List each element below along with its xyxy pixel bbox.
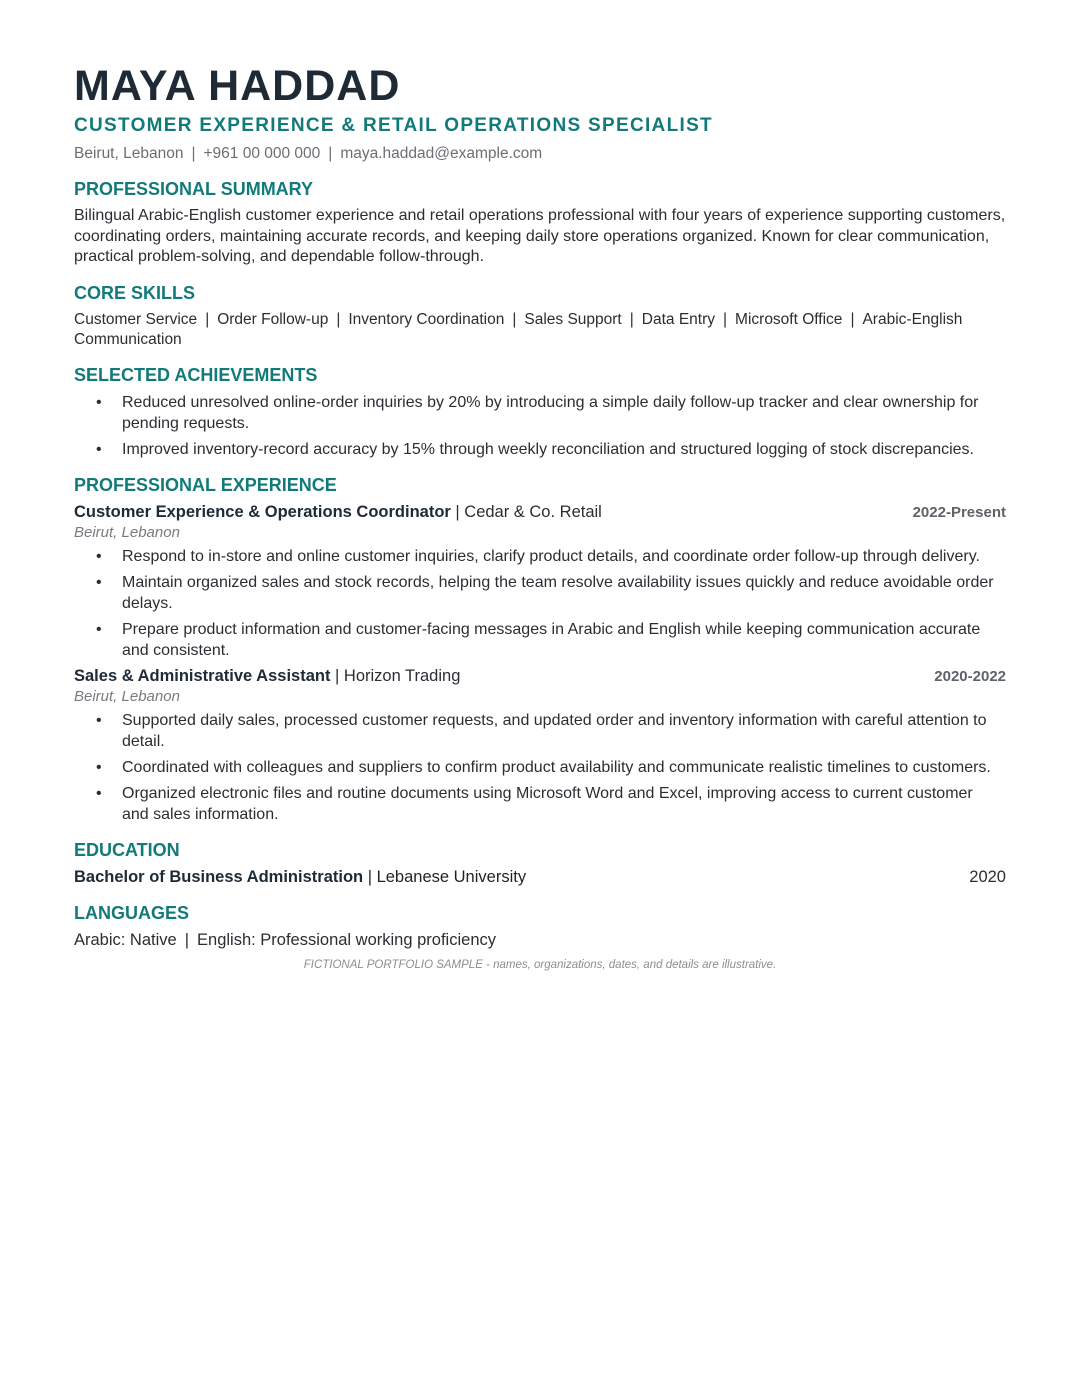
- job-bullets: [74, 546, 1006, 661]
- achievements-heading: SELECTED ACHIEVEMENTS: [74, 364, 318, 385]
- job-entry: [74, 502, 1006, 661]
- languages-heading: LANGUAGES: [74, 902, 190, 923]
- job-bullet-text: Coordinated with colleagues and suppliers to confirm product availability and communicate realistic timelines to customers.: [122, 758, 991, 776]
- separator: |: [328, 145, 333, 162]
- job-bullets: [74, 710, 1006, 825]
- bullet-icon: •: [96, 784, 102, 802]
- footer-note: FICTIONAL PORTFOLIO SAMPLE - names, organizations, dates, and details are illustrative.: [303, 958, 777, 971]
- job-header: [74, 666, 1006, 687]
- job-title: Customer Experience & Operations Coordinator: [74, 502, 451, 521]
- education-line: [74, 867, 526, 888]
- bullet-icon: •: [96, 620, 102, 638]
- job-bullet-text: Organized electronic files and routine documents using Microsoft Word and Excel, improving access to current customer and sales information.: [122, 784, 973, 823]
- skills-heading: CORE SKILLS: [74, 282, 196, 303]
- contact-line: [74, 144, 1006, 164]
- list-item: [74, 439, 1006, 460]
- skill-item: Sales Support: [524, 310, 622, 328]
- job-organization: | Horizon Trading: [330, 666, 461, 685]
- separator: |: [184, 930, 190, 949]
- job-title: Sales & Administrative Assistant: [74, 666, 331, 685]
- contact-location: Beirut, Lebanon: [74, 145, 184, 162]
- list-item: [74, 392, 1006, 434]
- experience-heading: PROFESSIONAL EXPERIENCE: [74, 474, 337, 495]
- separator: |: [629, 310, 634, 328]
- job-location: Beirut, Lebanon: [74, 687, 180, 705]
- summary-text: Bilingual Arabic-English customer experience and retail operations professional with four years of experience supporting customers, coordinating orders, maintaining accurate records, and keeping daily store operations organized. Known for clear communication, practical problem-solving, and dependable follow-through.: [74, 207, 1006, 265]
- list-item: [74, 710, 1006, 752]
- skills-list: [74, 310, 1006, 350]
- candidate-name: MAYA HADDAD: [74, 62, 401, 110]
- job-bullet-text: Prepare product information and customer-facing messages in Arabic and English while keeping communication accurate and consistent.: [122, 620, 981, 659]
- separator: |: [850, 310, 855, 328]
- separator: |: [191, 145, 196, 162]
- separator: |: [205, 310, 210, 328]
- job-entry: [74, 666, 1006, 825]
- resume-content: [74, 60, 1006, 971]
- skill-item: Order Follow-up: [217, 310, 329, 328]
- skill-item: Inventory Coordination: [348, 310, 505, 328]
- contact-phone: +961 00 000 000: [203, 145, 321, 162]
- separator: |: [336, 310, 341, 328]
- skill-item: Customer Service: [74, 310, 198, 328]
- bullet-icon: •: [96, 547, 102, 565]
- education-heading: EDUCATION: [74, 839, 180, 860]
- skill-item: Data Entry: [641, 310, 716, 328]
- separator: |: [723, 310, 728, 328]
- languages-list: [74, 930, 1006, 951]
- job-dates: 2020-2022: [934, 667, 1006, 685]
- bullet-icon: •: [96, 758, 102, 776]
- job-header: [74, 502, 1006, 523]
- bullet-icon: •: [96, 393, 102, 411]
- job-location: Beirut, Lebanon: [74, 523, 180, 541]
- language-item: English: Professional working proficiency: [197, 930, 496, 949]
- job-bullet-text: Respond to in-store and online customer inquiries, clarify product details, and coordinate order follow-up through delivery.: [122, 547, 980, 565]
- education-entry: [74, 867, 1006, 888]
- job-bullet-text: Maintain organized sales and stock records, helping the team resolve availability issues quickly and reduce avoidable order delays.: [122, 573, 994, 612]
- bullet-icon: •: [96, 711, 102, 729]
- education-year: 2020: [969, 867, 1006, 886]
- achievement-text: Improved inventory-record accuracy by 15% through weekly reconciliation and structured logging of stock discrepancies.: [122, 440, 974, 458]
- achievement-text: Reduced unresolved online-order inquiries by 20% by introducing a simple daily follow-up tracker and clear ownership for pending requests.: [122, 393, 979, 432]
- bullet-icon: •: [96, 440, 102, 458]
- job-role-line: [74, 666, 460, 687]
- summary-heading: PROFESSIONAL SUMMARY: [74, 179, 314, 199]
- bullet-icon: •: [96, 573, 102, 591]
- list-item: [74, 572, 1006, 614]
- list-item: [74, 619, 1006, 661]
- job-bullet-text: Supported daily sales, processed customer requests, and updated order and inventory information with careful attention to detail.: [122, 711, 987, 750]
- contact-email[interactable]: maya.haddad@example.com: [340, 145, 543, 162]
- skill-item: Microsoft Office: [735, 310, 843, 328]
- list-item: [74, 783, 1006, 825]
- language-item: Arabic: Native: [74, 930, 177, 949]
- separator: |: [512, 310, 517, 328]
- education-degree: Bachelor of Business Administration: [74, 867, 364, 886]
- education-school: | Lebanese University: [363, 867, 527, 886]
- job-organization: | Cedar & Co. Retail: [450, 502, 602, 521]
- list-item: [74, 757, 1006, 778]
- job-role-line: [74, 502, 602, 523]
- candidate-headline: CUSTOMER EXPERIENCE & RETAIL OPERATIONS SPECIALIST: [74, 115, 713, 136]
- skill-item: Arabic-English Communication: [74, 310, 963, 348]
- list-item: [74, 546, 1006, 567]
- achievements-list: [74, 392, 1006, 460]
- job-dates: 2022-Present: [912, 503, 1006, 521]
